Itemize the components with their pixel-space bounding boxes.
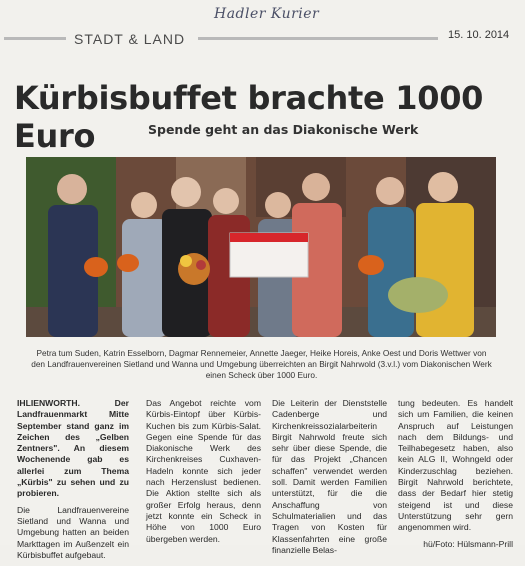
article-paragraph: Die Landfrauenvereine Sietland und Wanna und Umgebung hatten an beiden Markttagen im Außenzelt ein Kürbisbuffet aufgebaut. [17,504,129,560]
article-subheadline: Spende geht an das Diakonische Werk [148,122,419,137]
pumpkin [84,257,108,277]
article-column-3 [272,398,387,561]
article-paragraph: tung bedeuten. Es handelt sich um Familien, die keinen Anspruch auf Leistungen nach dem Bildungs- und Teilhabegesetz haben, also kein ALG II, Wohngeld oder Kinderzuschlag beziehen. Birgit Nahrwold berichtete, dass der Bedarf hier stetig steigend ist und diese Unterstützung sehr gern angenommen wird. [398,398,513,533]
handwritten-source-note: Hadler Kurier [214,6,320,22]
section-label: STADT & LAND [74,31,186,47]
article-column-1 [17,398,129,566]
article-lead: IHLIENWORTH. Der Landfrauenmarkt Mitte September stand ganz im Zeichen des „Gelben Zentners". An diesem Wochenende gab es allerlei zum Thema „Kürbis" zu sehen und zu probieren. [17,398,129,499]
pumpkin [117,254,139,272]
gourd [388,277,448,313]
photo-credit: hü/Foto: Hülsmann-Prill [423,538,513,549]
group-photo-illustration [26,157,496,337]
article-photo [26,157,496,337]
photo-caption: Petra tum Suden, Katrin Esselborn, Dagmar Rennemeier, Annette Jaeger, Heike Horeis, Anke Oest und Doris Wettwer von den Landfrauenvereinen Sietland und Wanna und Umgebung überreichten an Birgit Nahrwold (3.v.l.) vom Diakonischen Werk einen Scheck über 1000 Euro. [31,348,492,380]
issue-date: 15. 10. 2014 [448,29,510,41]
header-rule-left [4,37,66,40]
pumpkin [358,255,384,275]
article-column-2 [146,398,261,550]
article-column-4 [398,398,513,555]
donation-check [230,233,308,277]
article-paragraph: Das Angebot reichte vom Kürbis-Eintopf über Kürbis-Kuchen bis zum Kürbis-Salat. Gegen eine Spende für das Diakonische Werk des Kirchenkreises Cuxhaven-Hadeln konnte sich jeder nach Herzenslust bedienen. Die Aktion stellte sich als großer Erfolg heraus, denn jetzt konnte ein Scheck in Höhe von 1000 Euro übergeben werden. [146,398,261,544]
header-rule-right [198,37,438,40]
article-headline: Kürbisbuffet brachte 1000 Euro [14,79,484,155]
article-paragraph: Die Leiterin der Dienststelle Cadenberge und Kirchenkreissozialarbeiterin Birgit Nahrwold freute sich sehr über diese Spende, die für das Projekt „Chancen schaffen" verwendet werden soll. Damit werden Familien unterstützt, für die die Anschaffung von Schulmaterialien und das Tragen von Kosten für Klassenfahrten eine große finanzielle Belas- [272,398,387,555]
